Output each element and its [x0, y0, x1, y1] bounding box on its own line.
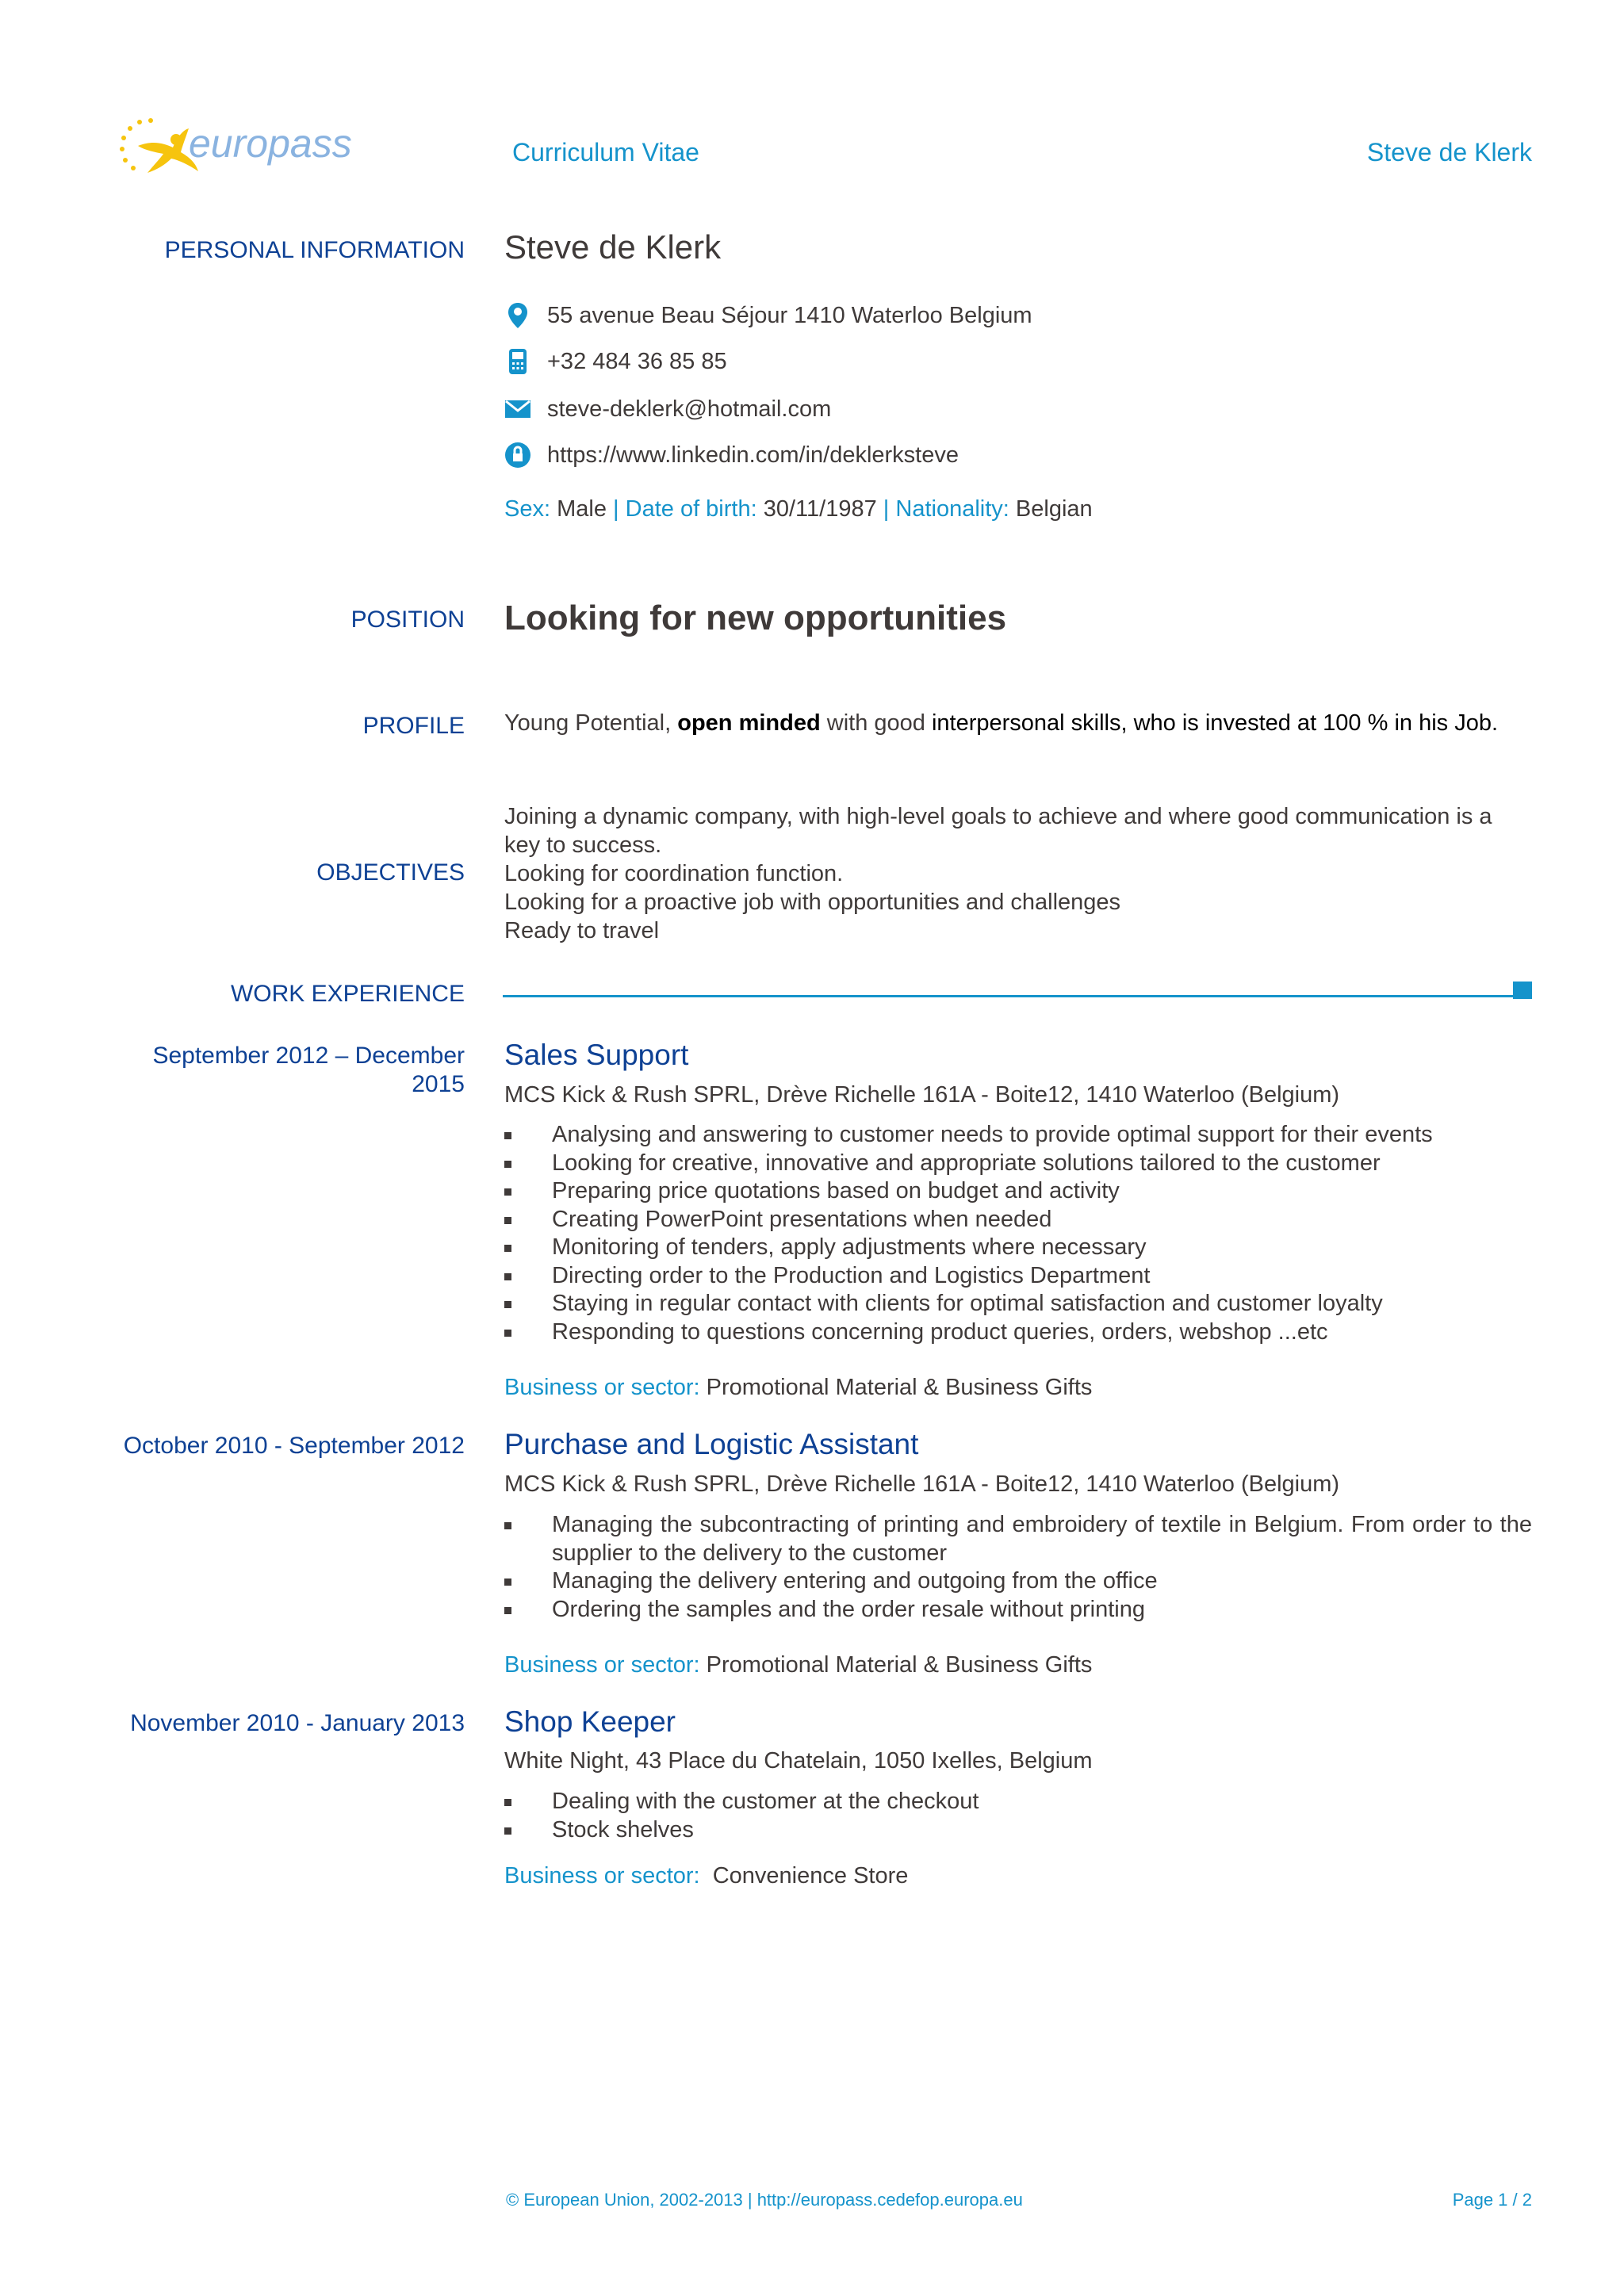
objective-line: Ready to travel [504, 918, 660, 943]
profile-part: interpersonal skills, who is invested at 100 % in his Job. [931, 710, 1499, 736]
business-sector [504, 1863, 908, 1889]
job-title: Shop Keeper [504, 1705, 676, 1738]
website-row[interactable] [504, 439, 959, 471]
dob-label: Date of birth: [625, 496, 757, 522]
job-duties [504, 1788, 1532, 1844]
job-dates: October 2010 - September 2012 [123, 1433, 465, 1459]
page-number: Page 1 / 2 [1452, 2190, 1532, 2210]
website-link[interactable]: https://www.linkedin.com/in/deklerksteve [547, 442, 959, 468]
label-work-experience: WORK EXPERIENCE [230, 981, 465, 1007]
profile-bold: open minded [677, 710, 821, 736]
profile-part: with good [820, 710, 932, 736]
business-sector [504, 1375, 1092, 1401]
address-text: 55 avenue Beau Séjour 1410 Waterloo Belgium [547, 302, 1032, 328]
header-name: Steve de Klerk [1366, 138, 1532, 166]
job-dates: September 2012 – December 2015 [152, 1043, 465, 1097]
sector-value: Promotional Material & Business Gifts [706, 1652, 1093, 1678]
sector-label: Business or sector: [504, 1863, 700, 1888]
list-item: Directing order to the Production and Logistics Department [504, 1262, 1532, 1291]
list-item: Analysing and answering to customer needs to provide optimal support for their events [504, 1121, 1532, 1150]
personal-details [504, 496, 1093, 522]
nationality-label: Nationality: [895, 496, 1009, 522]
email-row[interactable] [504, 393, 831, 425]
list-item: Staying in regular contact with clients for optimal satisfaction and customer loyalty [504, 1290, 1532, 1318]
position-value: Looking for new opportunities [504, 599, 1007, 637]
separator: | [613, 496, 619, 522]
business-sector [504, 1652, 1092, 1678]
sex-label: Sex: [504, 496, 551, 522]
section-divider [503, 995, 1513, 997]
logo-text: europass [189, 121, 352, 166]
europass-logo [116, 113, 354, 182]
label-profile: PROFILE [362, 713, 465, 739]
employer: MCS Kick & Rush SPRL, Drève Richelle 161A - Boite12, 1410 Waterloo (Belgium) [504, 1082, 1340, 1108]
objective-line: Joining a dynamic company, with high-level goals to achieve and where good communication is a key to success. [504, 804, 1492, 858]
employer: White Night, 43 Place du Chatelain, 1050 Ixelles, Belgium [504, 1748, 1093, 1774]
list-item: Creating PowerPoint presentations when needed [504, 1206, 1532, 1234]
employer: MCS Kick & Rush SPRL, Drève Richelle 161A - Boite12, 1410 Waterloo (Belgium) [504, 1471, 1340, 1497]
objective-line: Looking for a proactive job with opportunities and challenges [504, 890, 1121, 915]
list-item: Ordering the samples and the order resale without printing [504, 1596, 1532, 1624]
list-item: Monitoring of tenders, apply adjustments where necessary [504, 1234, 1532, 1262]
sector-value: Convenience Store [706, 1863, 909, 1888]
sex-value: Male [557, 496, 607, 522]
objective-line: Looking for coordination function. [504, 861, 844, 886]
footer-copyright: © European Union, 2002-2013 | http://europass.cedefop.europa.eu [506, 2190, 1023, 2210]
list-item: Stock shelves [504, 1816, 1532, 1845]
sector-label: Business or sector: [504, 1652, 700, 1678]
email-link[interactable]: steve-deklerk@hotmail.com [547, 396, 832, 422]
list-item: Preparing price quotations based on budget and activity [504, 1177, 1532, 1206]
document-title: Curriculum Vitae [512, 138, 699, 166]
label-objectives: OBJECTIVES [316, 859, 465, 886]
section-divider-marker [1513, 982, 1532, 999]
separator: | [883, 496, 890, 522]
dob-value: 30/11/1987 [763, 496, 877, 522]
list-item: Managing the delivery entering and outgoing from the office [504, 1567, 1532, 1596]
list-item: Responding to questions concerning product queries, orders, webshop ...etc [504, 1318, 1532, 1347]
envelope-icon [504, 396, 531, 423]
phone-row [504, 346, 727, 377]
label-position: POSITION [350, 607, 465, 633]
profile-text [504, 710, 1498, 737]
job-title: Sales Support [504, 1039, 689, 1071]
job-duties [504, 1511, 1532, 1624]
person-name: Steve de Klerk [504, 228, 722, 266]
list-item: Managing the subcontracting of printing and embroidery of textile in Belgium. From order to the supplier to the delivery to the customer [504, 1511, 1532, 1567]
location-pin-icon [504, 302, 531, 329]
sector-value: Promotional Material & Business Gifts [706, 1375, 1093, 1400]
sector-label: Business or sector: [504, 1375, 700, 1400]
objectives-text [504, 802, 1535, 945]
nationality-value: Belgian [1015, 496, 1093, 522]
address-row [504, 300, 1032, 331]
mobile-phone-icon [504, 348, 531, 375]
globe-lock-icon [504, 442, 531, 469]
list-item: Looking for creative, innovative and appropriate solutions tailored to the customer [504, 1150, 1532, 1178]
job-duties [504, 1121, 1532, 1346]
list-item: Dealing with the customer at the checkout [504, 1788, 1532, 1816]
phone-text: +32 484 36 85 85 [547, 348, 727, 374]
job-dates: November 2010 - January 2013 [130, 1710, 465, 1736]
profile-part: Young Potential, [504, 710, 678, 736]
job-title: Purchase and Logistic Assistant [504, 1428, 919, 1460]
label-personal-information: PERSONAL INFORMATION [164, 237, 465, 263]
